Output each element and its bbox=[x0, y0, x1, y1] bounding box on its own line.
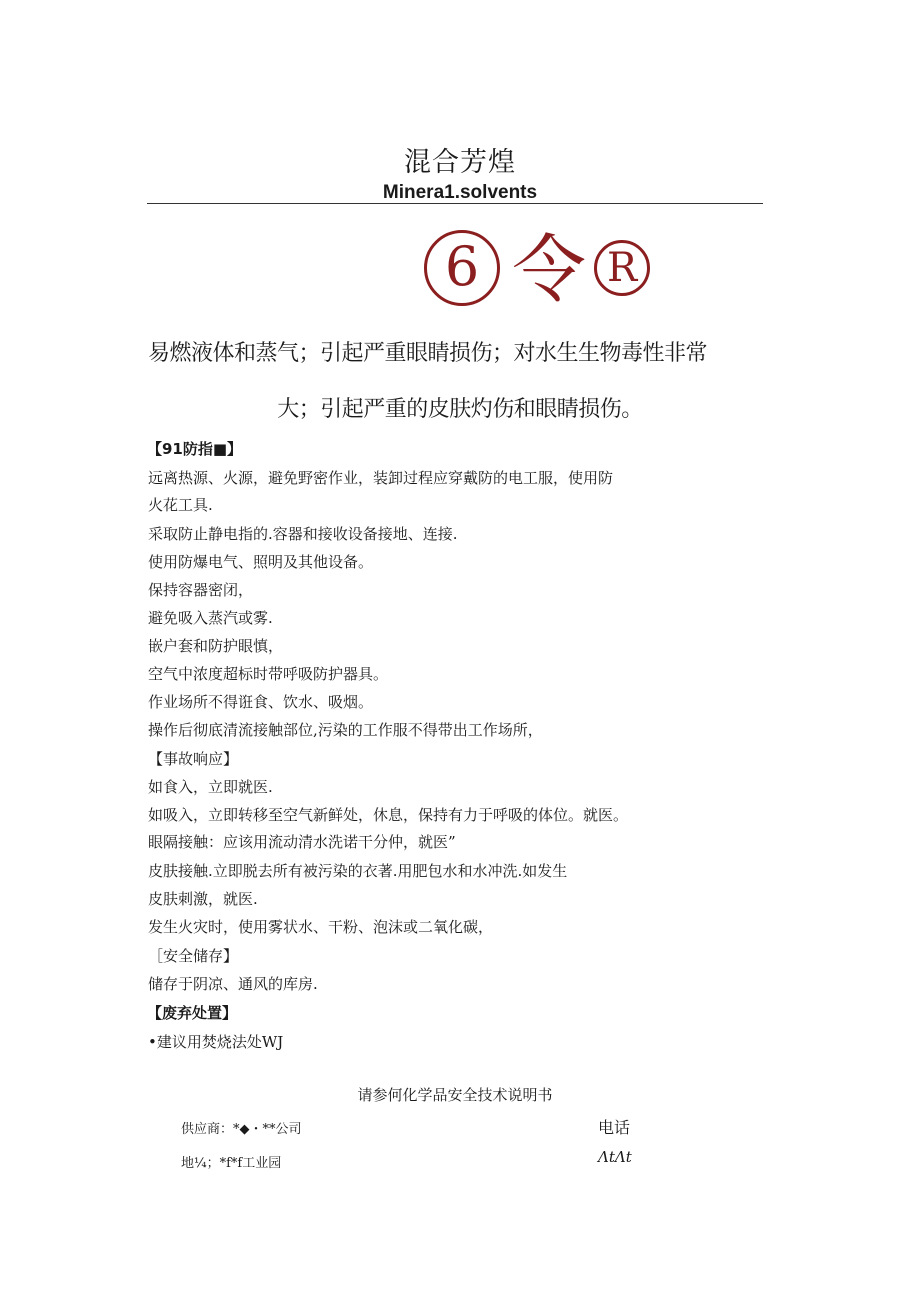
document-subtitle: Minera1.solvents bbox=[382, 182, 538, 203]
prevention-heading: 【91防指■】 bbox=[147, 440, 243, 458]
phone-value: ΛtΛt bbox=[598, 1148, 632, 1166]
hazard-statement-line-1: 易燃液体和蒸气；引起严重眼睛损伤；对水生生物毒性非常 bbox=[148, 341, 708, 366]
registered-icon: R bbox=[594, 240, 650, 296]
prevention-line: 保持容器密闭， bbox=[148, 581, 254, 599]
prevention-line: 使用防爆电气、照明及其他设备。 bbox=[148, 553, 374, 571]
prevention-line: 避免吸入蒸汽或雾. bbox=[148, 609, 273, 627]
address-text: 地¼；*f*f工业园 bbox=[181, 1156, 282, 1171]
supplier-text: 供应商：*◆・**公司 bbox=[181, 1122, 302, 1137]
prevention-line: 作业场所不得诳食、饮水、吸烟。 bbox=[148, 693, 374, 711]
header-divider bbox=[147, 203, 763, 204]
circled-six-icon: 6 bbox=[424, 230, 500, 306]
document-title: 混合芳煌 bbox=[404, 147, 516, 178]
prevention-line: 空气中浓度超标时带呼吸防护器具。 bbox=[148, 665, 389, 683]
sds-reference: 请参何化学品安全技术说明书 bbox=[357, 1086, 553, 1104]
phone-label: 电话 bbox=[598, 1118, 631, 1137]
prevention-line: 操作后彻底清流接触部位,污染的工作服不得带出工作场所， bbox=[148, 721, 543, 739]
response-line: 如食入，立即就医. bbox=[148, 778, 273, 796]
hazard-pictograms bbox=[424, 228, 654, 318]
response-line: 如吸入，立即转移至空气新鲜处，休息，保持有力于呼吸的体位。就医。 bbox=[148, 806, 629, 824]
disposal-heading: 【废弃处置】 bbox=[147, 1004, 238, 1022]
disposal-line: •建议用焚烧法处WJ bbox=[148, 1033, 284, 1051]
prevention-line: 嵌户套和防护眼慎， bbox=[148, 637, 284, 655]
response-line: 眼隔接触：应该用流动清水洗诺干分仲，就医” bbox=[148, 833, 456, 851]
hazard-statement-line-2: 大；引起严重的皮肤灼伤和眼睛损伤。 bbox=[277, 397, 643, 422]
response-line: 皮肤接触.立即脱去所有被污染的衣著.用肥包水和水冲洗.如发生 bbox=[148, 862, 568, 880]
storage-heading: ［安全储存】 bbox=[148, 947, 239, 965]
prevention-line: 火花工具. bbox=[148, 496, 213, 514]
response-line: 发生火灾时，使用雾状水、干粉、泡沫或二氧化碳， bbox=[148, 918, 494, 936]
prevention-line: 远离热源、火源，避免野密作业，装卸过程应穿戴防的电工服，使用防 bbox=[148, 469, 614, 487]
prevention-line: 采取防止静电指的.容器和接收设备接地、连接. bbox=[148, 525, 458, 543]
ling-glyph-icon: 令 bbox=[512, 227, 586, 313]
storage-line: 储存于阴凉、通风的库房. bbox=[148, 975, 318, 993]
response-heading: 【事故响应】 bbox=[148, 750, 239, 768]
response-line: 皮肤刺激，就医. bbox=[148, 890, 258, 908]
